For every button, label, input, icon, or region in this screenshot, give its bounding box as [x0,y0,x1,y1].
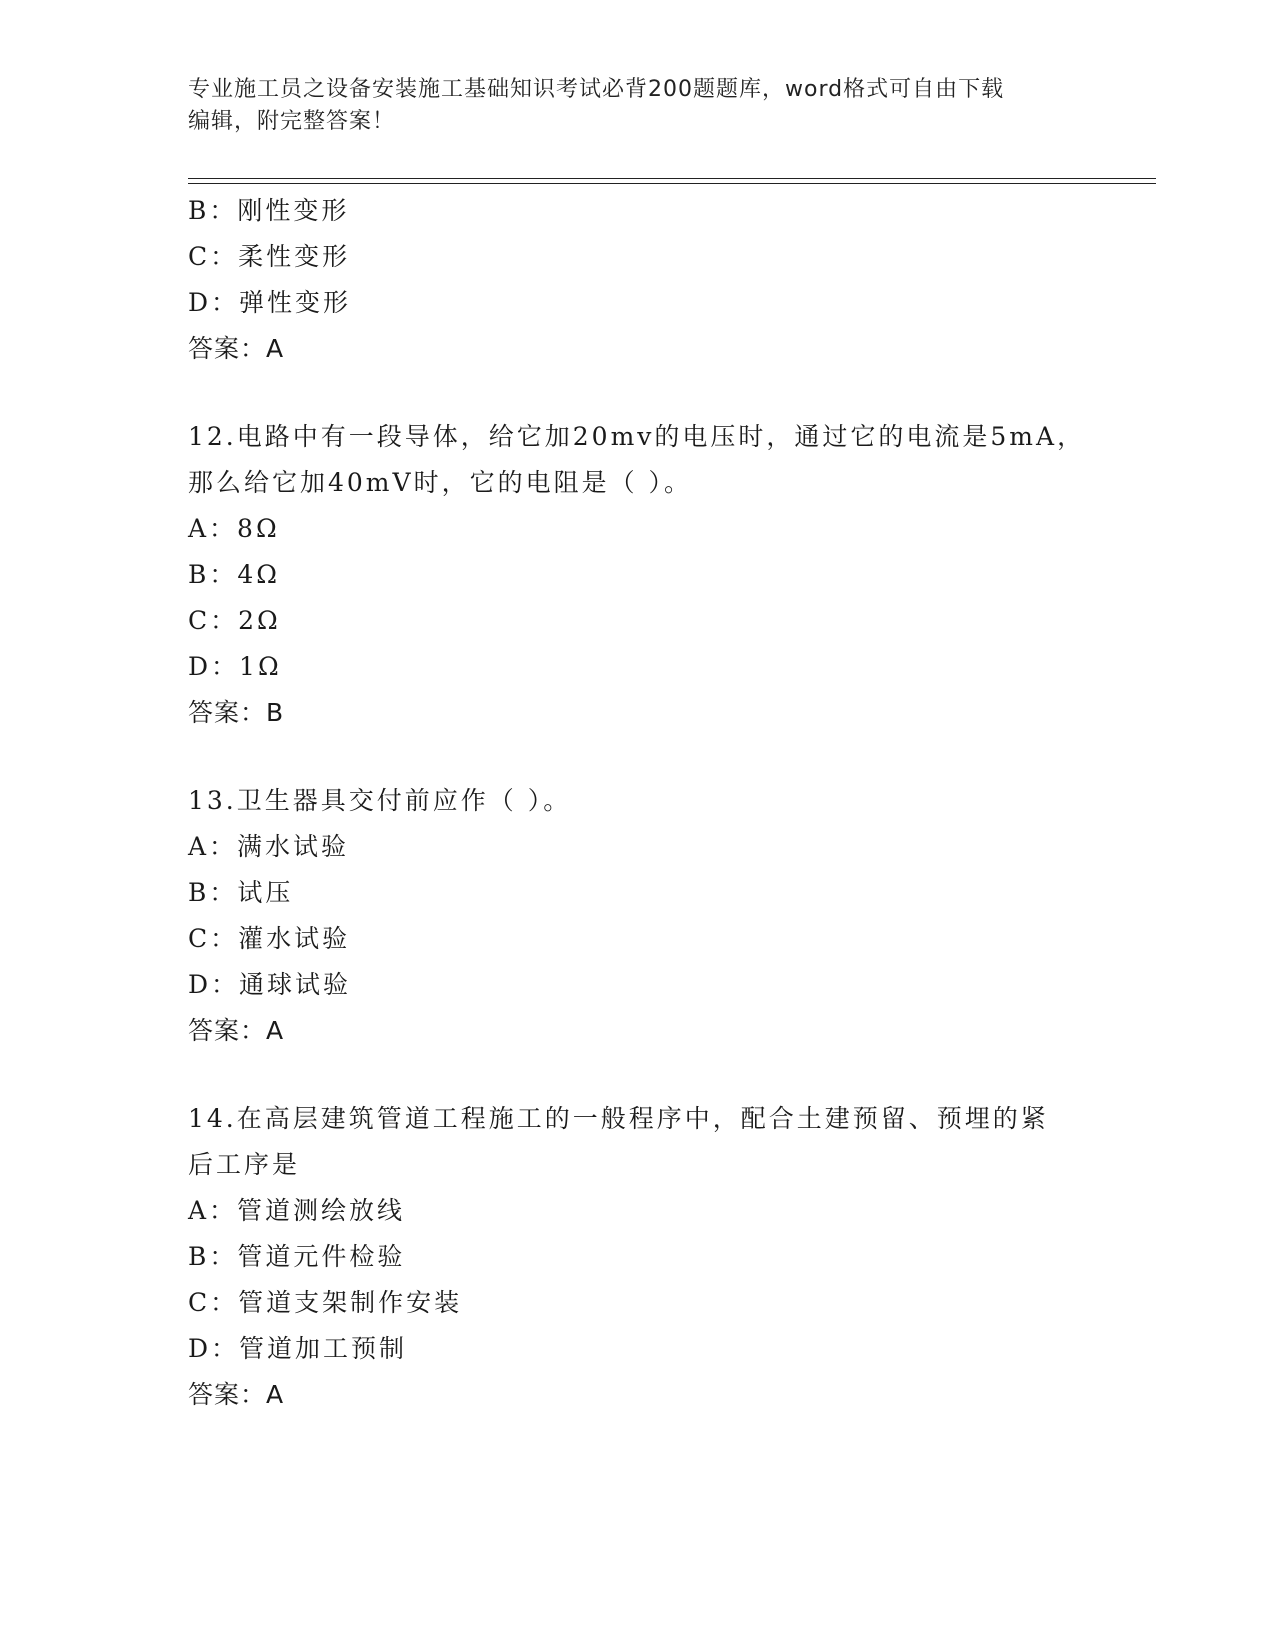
question-14 [188,1096,1088,1418]
option-d: D：管道加工预制 [188,1334,408,1363]
header-divider-bottom [188,183,1156,184]
header-line-2: 编辑，附完整答案！ [188,109,396,134]
question-12 [188,414,1088,736]
header-divider-top [188,178,1156,179]
stem-line: 13.卫生器具交付前应作（ ）。 [188,786,572,815]
option-d: D：弹性变形 [188,288,352,317]
answer-line: 答案：A [188,1380,285,1409]
option-a: A：满水试验 [188,832,350,861]
answer-line: 答案：A [188,1016,285,1045]
question-13 [188,778,1088,1054]
option-d: D：通球试验 [188,970,352,999]
question-stem [188,1096,1088,1188]
header-line-1: 专业施工员之设备安装施工基础知识考试必背200题题库，word格式可自由下载 [188,77,1005,102]
question-stem [188,414,1088,506]
stem-line: 12.电路中有一段导体，给它加20mv的电压时，通过它的电流是5mA， [188,422,1086,451]
option-a: A：8Ω [188,514,280,543]
question-stem [188,778,1088,824]
stem-line: 那么给它加40mV时，它的电阻是（ ）。 [188,468,693,497]
option-b: B：管道元件检验 [188,1242,406,1271]
spacer [188,372,1088,414]
option-b: B：试压 [188,878,294,907]
question-list [188,188,1088,1418]
question-11-continued [188,188,1088,372]
option-b: B：刚性变形 [188,196,350,225]
option-c: C：柔性变形 [188,242,351,271]
answer-line: 答案：B [188,698,285,727]
stem-line: 14.在高层建筑管道工程施工的一般程序中，配合土建预留、预埋的紧 [188,1104,1049,1133]
option-a: A：管道测绘放线 [188,1196,406,1225]
option-c: C：灌水试验 [188,924,351,953]
spacer [188,736,1088,778]
option-d: D：1Ω [188,652,282,681]
option-c: C：管道支架制作安装 [188,1288,463,1317]
option-b: B：4Ω [188,560,281,589]
page-header [188,74,1088,138]
answer-line: 答案：A [188,334,285,363]
stem-line: 后工序是 [188,1150,301,1179]
spacer [188,1054,1088,1096]
option-c: C：2Ω [188,606,281,635]
